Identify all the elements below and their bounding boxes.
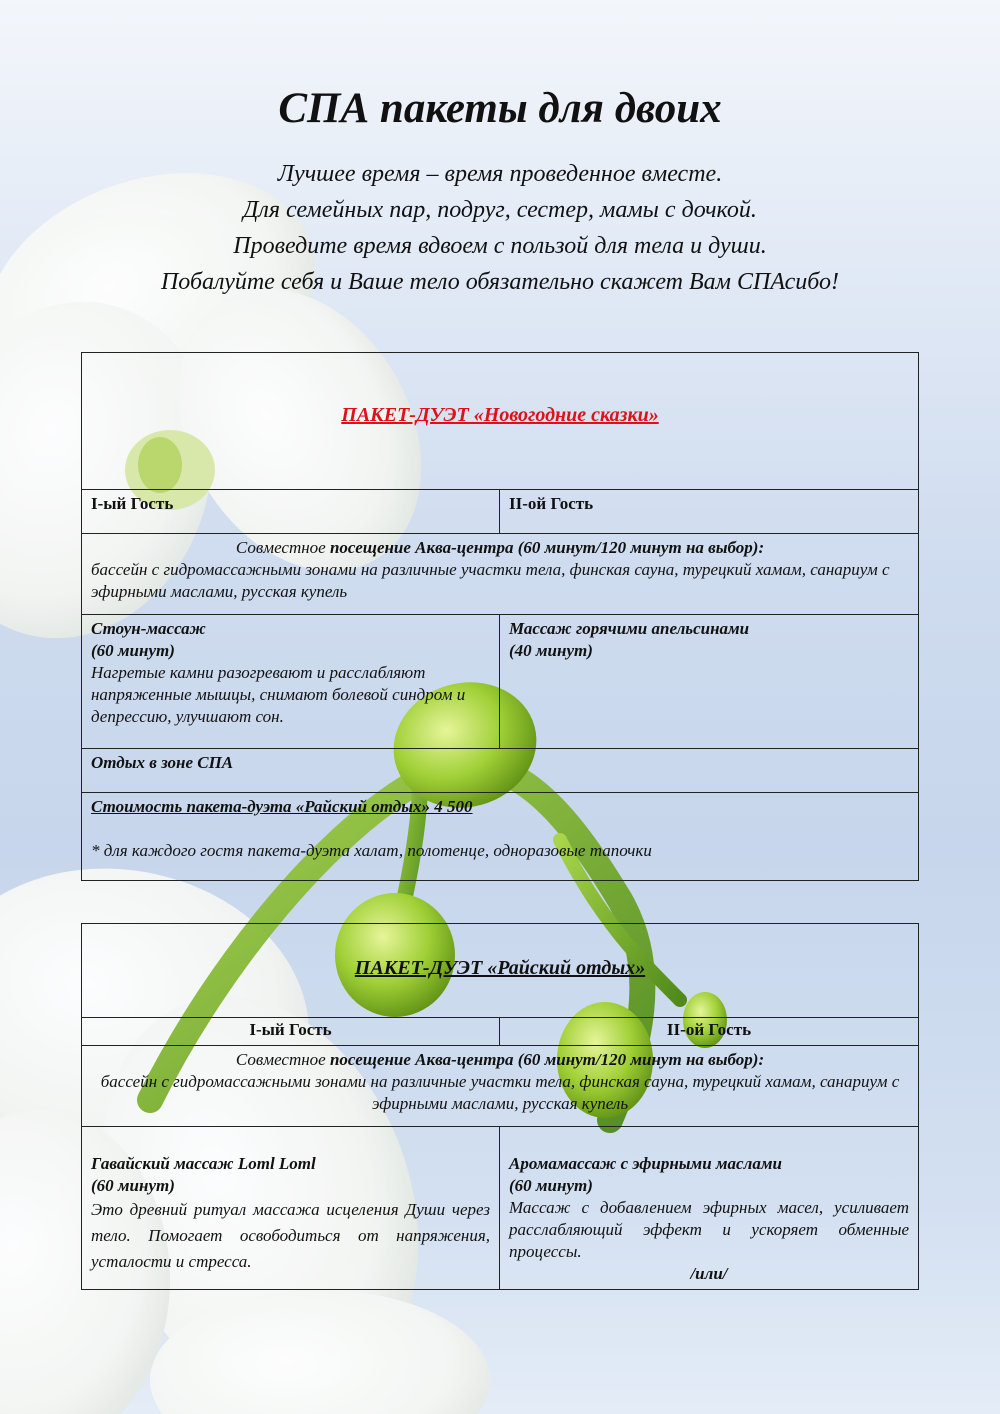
- package-1-service-2: [500, 615, 919, 749]
- package-2-service-1-duration: (60 минут): [91, 1176, 175, 1195]
- package-1-service-1: [82, 615, 500, 749]
- package-1-guest-2: II-ой Гость: [500, 490, 919, 534]
- package-1-title-cell: [82, 353, 919, 490]
- package-2-service-1-description: Это древний ритуал массажа исцеления Души через тело. Помогает освободиться от напряжения, усталости и стресса.: [91, 1200, 490, 1271]
- package-1-service-2-name: Массаж горячими апельсинами: [509, 619, 750, 638]
- package-1-service-1-name: Стоун-массаж: [91, 619, 206, 638]
- package-2-title-cell: [82, 924, 919, 1018]
- package-2-aqua-cell: [82, 1046, 919, 1127]
- package-2-guest-2: II-ой Гость: [500, 1018, 919, 1046]
- page-title: СПА пакеты для двоих: [278, 85, 722, 132]
- package-2-service-1: [82, 1127, 500, 1290]
- package-1-aqua-prefix: Совместное: [235, 538, 330, 557]
- package-2-table: [81, 923, 919, 1290]
- package-1-service-1-duration: (60 минут): [91, 641, 175, 660]
- package-1-aqua-heading: [91, 537, 909, 559]
- package-1-price-cell: [82, 793, 919, 881]
- package-2-title: ПАКЕТ-ДУЭТ «Райский отдых»: [354, 957, 646, 979]
- package-1-rest: Отдых в зоне СПА: [82, 749, 919, 793]
- intro-line: Лучшее время – время проведенное вместе.: [277, 161, 723, 187]
- package-2-service-1-name: Гавайский массаж Loml Loml: [91, 1154, 316, 1173]
- package-2-aqua-description: бассейн с гидромассажными зонами на различные участки тела, финская сауна, турецкий хамам, санариум с эфирными маслами, русская купель: [100, 1072, 900, 1113]
- package-1-table: [81, 352, 919, 881]
- package-1-title: ПАКЕТ-ДУЭТ «Новогодние сказки»: [341, 403, 659, 426]
- package-2-aqua-bold: посещение Аква-центра (60 минут/120 минут на выбор):: [329, 1050, 765, 1069]
- package-1-note: * для каждого гостя пакета-дуэта халат, полотенце, одноразовые тапочки: [91, 841, 652, 860]
- package-1-service-1-description: Нагретые камни разогревают и расслабляют напряженные мышцы, снимают болевой синдром и депрессию, улучшают сон.: [91, 663, 466, 726]
- package-2-service-2-description: Массаж с добавлением эфирных масел, усиливает расслабляющий эффект и ускоряет обменные процессы.: [509, 1198, 910, 1261]
- package-2-or-label: /или/: [690, 1264, 728, 1283]
- package-2-service-2-duration: (60 минут): [509, 1176, 593, 1195]
- package-1-aqua-bold: посещение Аква-центра (60 минут/120 минут на выбор):: [329, 538, 765, 557]
- package-1-aqua-description: бассейн с гидромассажными зонами на различные участки тела, финская сауна, турецкий хамам, санариум с эфирными маслами, русская купель: [91, 560, 890, 601]
- package-1-service-2-duration: (40 минут): [509, 641, 593, 660]
- package-1-aqua-cell: [82, 534, 919, 615]
- package-2-service-2: [500, 1127, 919, 1290]
- intro-line: Побалуйте себя и Ваше тело обязательно скажет Вам СПАсибо!: [160, 269, 840, 295]
- intro-line: Проведите время вдвоем с пользой для тела и души.: [233, 233, 767, 259]
- intro-line: Для семейных пар, подруг, сестер, мамы с дочкой.: [243, 197, 757, 223]
- package-2-service-2-name: Аромамассаж с эфирными маслами: [509, 1154, 782, 1173]
- package-2-aqua-heading: [91, 1049, 909, 1071]
- package-2-aqua-prefix: Совместное: [235, 1050, 330, 1069]
- package-2-guest-1: I-ый Гость: [82, 1018, 500, 1046]
- intro-text: [0, 156, 1000, 300]
- package-1-price: Стоимость пакета-дуэта «Райский отдых» 4 500: [91, 797, 473, 816]
- package-1-guest-1: I-ый Гость: [82, 490, 500, 534]
